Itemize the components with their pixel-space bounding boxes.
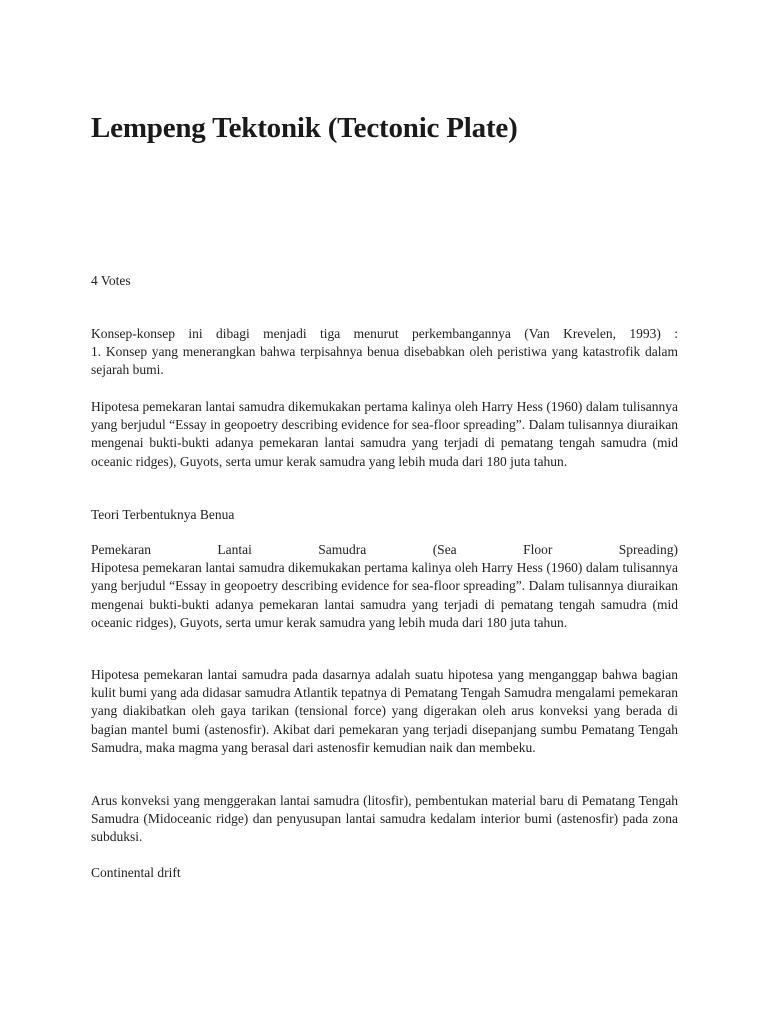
paragraph-concepts xyxy=(91,325,678,380)
heading-continent-formation: Teori Terbentuknya Benua xyxy=(91,507,235,522)
heading-continental-drift: Continental drift xyxy=(91,865,181,880)
paragraph-concepts-line1: Konsep-konsep ini dibagi menjadi tiga menurut perkembangannya (Van Krevelen, 1993) : xyxy=(91,326,678,341)
paragraph-spreading-hypothesis: Hipotesa pemekaran lantai samudra pada dasarnya adalah suatu hipotesa yang menganggap bahwa bagian kulit bumi yang ada didasar samudra Atlantik tepatnya di Pematang Tengah Samudra mengalami pemekaran yang diakibatkan oleh gaya tarikan (tensional force) yang digerakan oleh arus konveksi yang berada di bagian mantel bumi (astenosfir). Akibat dari pemekaran yang terjadi disepanjang sumbu Pematang Tengah Samudra, maka magma yang berasal dari astenosfir kemudian naik dan membeku. xyxy=(91,667,678,755)
paragraph-hess-hypothesis: Hipotesa pemekaran lantai samudra dikemukakan pertama kalinya oleh Harry Hess (1960) dalam tulisannya yang berjudul “Essay in geopoetry describing evidence for sea-floor spreading”. Dalam tulisannya diuraikan mengenai bukti-bukti adanya pemekaran lantai samudra yang terjadi di pematang tengah samudra (mid oceanic ridges), Guyots, serta umur kerak samudra yang lebih muda dari 180 juta tahun. xyxy=(91,399,678,469)
paragraph-sea-floor-spreading-title: Pemekaran Lantai Samudra (Sea Floor Spreading) xyxy=(91,542,678,557)
document-title: Lempeng Tektonik (Tectonic Plate) xyxy=(91,112,518,144)
votes-count: 4 Votes xyxy=(91,273,131,288)
paragraph-concepts-body: 1. Konsep yang menerangkan bahwa terpisahnya benua disebabkan oleh peristiwa yang katastrofik dalam sejarah bumi. xyxy=(91,344,678,378)
paragraph-sea-floor-spreading xyxy=(91,541,678,632)
paragraph-sea-floor-spreading-body: Hipotesa pemekaran lantai samudra dikemukakan pertama kalinya oleh Harry Hess (1960) dalam tulisannya yang berjudul “Essay in geopoetry describing evidence for sea-floor spreading”. Dalam tulisannya diuraikan mengenai bukti-bukti adanya pemekaran lantai samudra yang terjadi di pematang tengah samudra (mid oceanic ridges), Guyots, serta umur kerak samudra yang lebih muda dari 180 juta tahun. xyxy=(91,560,678,630)
paragraph-convection: Arus konveksi yang menggerakan lantai samudra (litosfir), pembentukan material baru di Pematang Tengah Samudra (Midoceanic ridge) dan penyusupan lantai samudra kedalam interior bumi (astenosfir) pada zona subduksi. xyxy=(91,793,678,845)
